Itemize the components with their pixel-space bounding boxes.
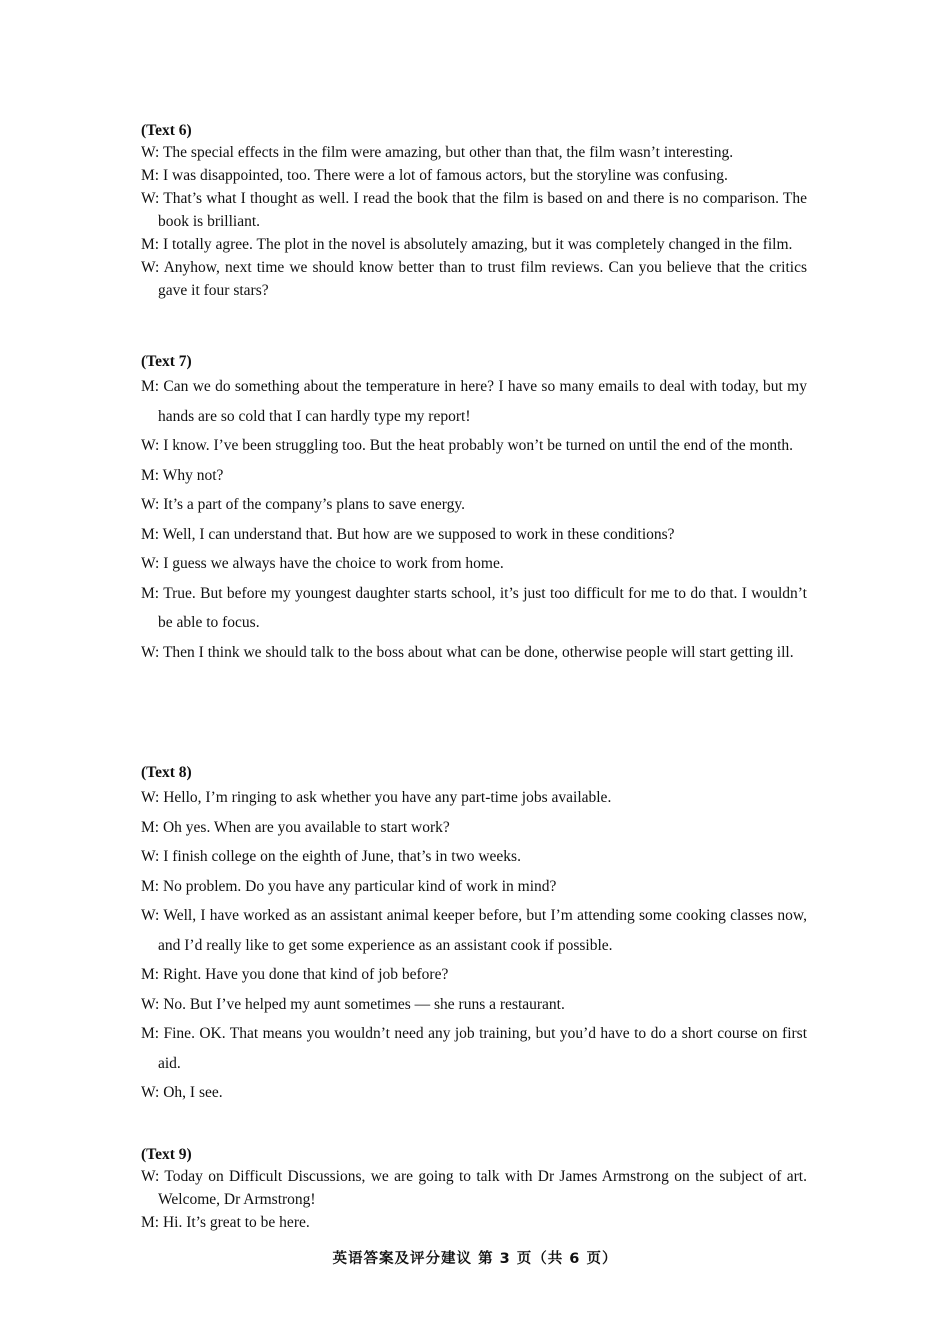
section-heading: (Text 7) (141, 353, 192, 370)
dialogue-line: W: Then I think we should talk to the boss about what can be done, otherwise people will start getting ill. (141, 643, 794, 661)
text-9-section (141, 1145, 807, 1234)
dialogue-line: M: I was disappointed, too. There were a lot of famous actors, but the storyline was confusing. (141, 167, 728, 184)
section-heading: (Text 8) (141, 764, 192, 781)
dialogue-line: M: Right. Have you done that kind of job before? (141, 966, 449, 983)
dialogue-line: W: Well, I have worked as an assistant animal keeper before, but I’m attending some cooking classes now, and I’d really like to get some experience as an assistant cook if possible. (141, 907, 807, 954)
dialogue-line: W: It’s a part of the company’s plans to save energy. (141, 496, 465, 513)
dialogue-line: M: No problem. Do you have any particular kind of work in mind? (141, 877, 557, 895)
dialogue-line: M: Oh yes. When are you available to start work? (141, 818, 450, 836)
dialogue-line: W: Oh, I see. (141, 1084, 223, 1101)
text-8-section (141, 763, 807, 1108)
dialogue-line: M: Why not? (141, 466, 224, 484)
dialogue-line: W: The special effects in the film were amazing, but other than that, the film wasn’t interesting. (141, 144, 734, 161)
dialogue-line: W: Today on Difficult Discussions, we are going to talk with Dr James Armstrong on the subject of art. Welcome, Dr Armstrong! (141, 1168, 807, 1208)
dialogue-line: M: Well, I can understand that. But how are we supposed to work in these conditions? (141, 525, 675, 543)
dialogue-line: W: Hello, I’m ringing to ask whether you have any part-time jobs available. (141, 789, 612, 806)
dialogue-line: M: Can we do something about the temperature in here? I have so many emails to deal with today, but my hands are so cold that I can hardly type my report! (141, 378, 807, 425)
page-footer: 英语答案及评分建议 第 3 页（共 6 页） (332, 1251, 618, 1267)
dialogue-line: M: True. But before my youngest daughter starts school, it’s just too difficult for me to do that. I wouldn’t be able to focus. (141, 584, 807, 631)
dialogue-line: W: I finish college on the eighth of June, that’s in two weeks. (141, 848, 521, 865)
dialogue-line: W: No. But I’ve helped my aunt sometimes — she runs a restaurant. (141, 995, 565, 1013)
dialogue-line: W: Anyhow, next time we should know better than to trust film reviews. Can you believe that the critics gave it four stars? (141, 259, 807, 299)
dialogue-line: W: I know. I’ve been struggling too. But the heat probably won’t be turned on until the end of the month. (141, 437, 794, 454)
section-heading: (Text 6) (141, 122, 192, 139)
section-heading: (Text 9) (141, 1146, 192, 1163)
dialogue-line: M: I totally agree. The plot in the novel is absolutely amazing, but it was completely changed in the film. (141, 236, 793, 253)
dialogue-line: M: Hi. It’s great to be here. (141, 1214, 310, 1231)
text-6-section (141, 121, 807, 302)
dialogue-line: M: Fine. OK. That means you wouldn’t need any job training, but you’d have to do a short course on first aid. (141, 1025, 807, 1072)
dialogue-line: W: I guess we always have the choice to work from home. (141, 555, 504, 572)
text-7-section (141, 352, 807, 667)
dialogue-line: W: That’s what I thought as well. I read the book that the film is based on and there is no comparison. The book is brilliant. (141, 190, 807, 230)
